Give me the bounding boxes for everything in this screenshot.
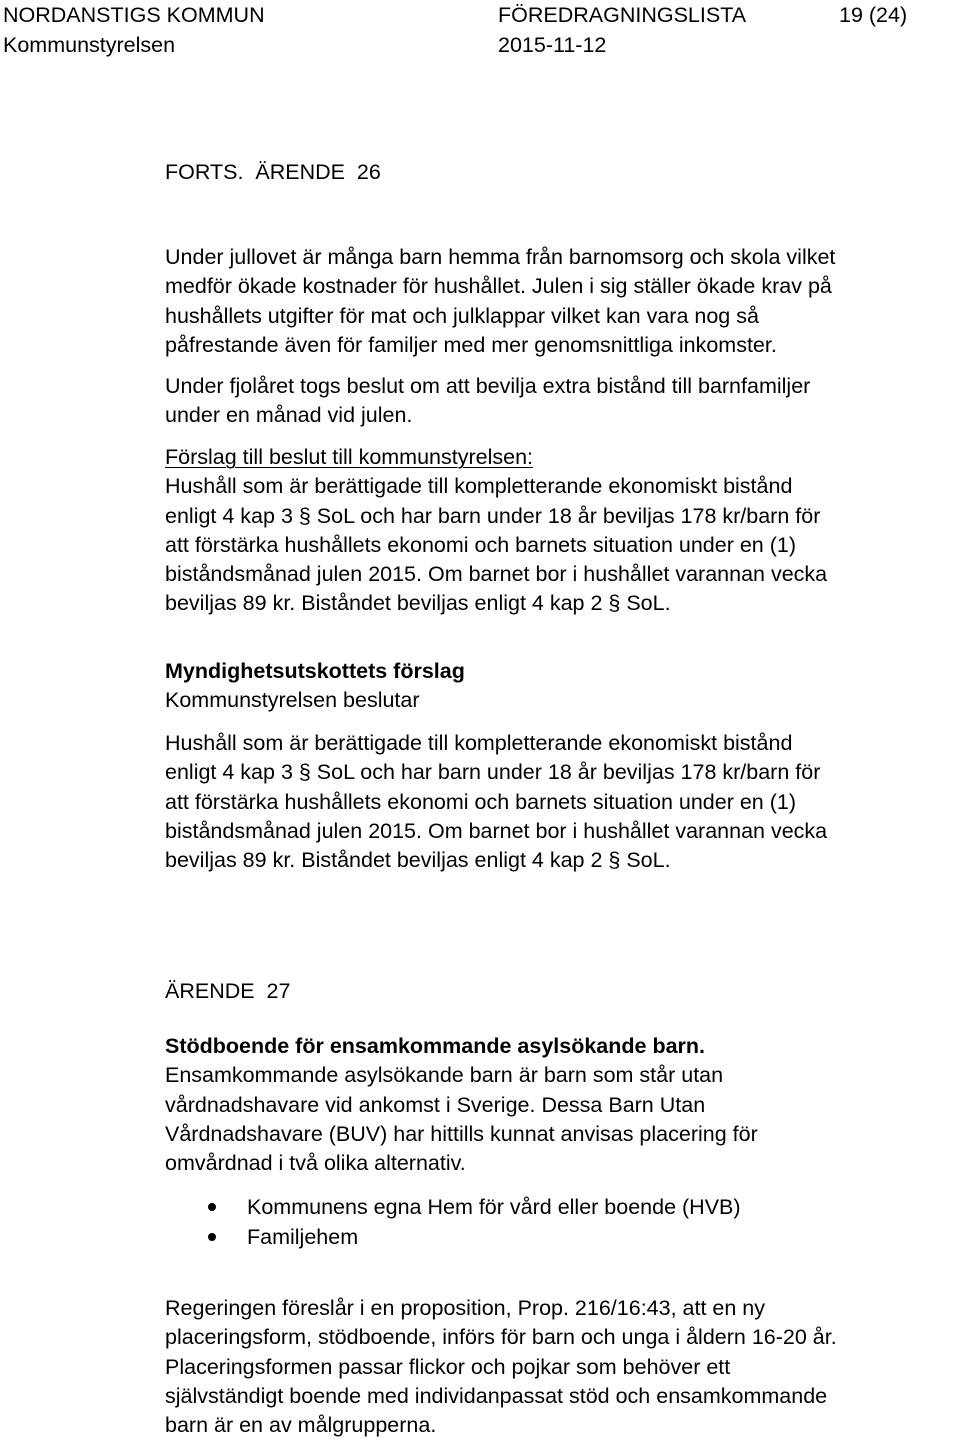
paragraph-line: omvårdnad i två olika alternativ. <box>165 1151 466 1176</box>
paragraph-line: Ensamkommande asylsökande barn är barn som står utan <box>165 1063 724 1088</box>
paragraph-line: vårdnadshavare vid ankomst i Sverige. Dessa Barn Utan <box>165 1092 706 1117</box>
matter-27-bullets <box>165 1192 955 1252</box>
paragraph-line: enligt 4 kap 3 § SoL och har barn under 18 år beviljas 178 kr/barn för <box>165 503 821 528</box>
committee-subheading: Kommunstyrelsen beslutar <box>165 688 420 713</box>
matter-heading: FORTS. ÄRENDE 26 <box>165 160 381 184</box>
proposal-heading <box>165 443 955 472</box>
matter-27-government <box>165 1294 955 1440</box>
paragraph-line: beviljas 89 kr. Biståndet beviljas enligt 4 kap 2 § SoL. <box>165 848 671 873</box>
matter-27-heading <box>165 977 955 1006</box>
paragraph-line: enligt 4 kap 3 § SoL och har barn under 18 år beviljas 178 kr/barn för <box>165 760 821 785</box>
paragraph-line: beviljas 89 kr. Biståndet beviljas enligt 4 kap 2 § SoL. <box>165 591 671 616</box>
matter-26-committee <box>165 657 955 716</box>
paragraph-line: Regeringen föreslår i en proposition, Prop. 216/16:43, att en ny <box>165 1296 765 1320</box>
header-body: Kommunstyrelsen <box>3 33 176 57</box>
paragraph-line: Placeringsformen passar flickor och pojkar som behöver ett <box>165 1354 731 1379</box>
paragraph-line: att förstärka hushållets ekonomi och barnets situation under en (1) <box>165 789 797 814</box>
paragraph-line: placeringsform, stödboende, införs för barn och unga i åldern 16-20 år. <box>165 1325 837 1350</box>
paragraph-line: biståndsmånad julen 2015. Om barnet bor i hushållet varannan vecka <box>165 818 828 843</box>
paragraph-line: hushållets utgifter för mat och julklappar vilket kan vara nog så <box>165 303 759 328</box>
paragraph-line: Hushåll som är berättigade till kompletterande ekonomiskt bistånd <box>165 474 793 499</box>
header-organization: NORDANSTIGS KOMMUN <box>3 3 265 27</box>
header-document-type: FÖREDRAGNINGSLISTA <box>498 3 747 27</box>
matter-26-intro <box>165 243 955 360</box>
paragraph-line: påfrestande även för familjer med mer genomsnittliga inkomster. <box>165 332 777 357</box>
list-item <box>165 1222 955 1252</box>
paragraph-line: självständigt boende med individanpassat stöd och ensamkommande <box>165 1383 828 1408</box>
matter-title: Stödboende för ensamkommande asylsökande barn. <box>165 1034 706 1058</box>
committee-heading: Myndighetsutskottets förslag <box>165 659 465 683</box>
matter-26-heading <box>165 158 955 187</box>
proposal-heading-text: Förslag till beslut till kommunstyrelsen: <box>165 445 534 469</box>
paragraph-line: Under fjolåret togs beslut om att bevilja extra bistånd till barnfamiljer <box>165 374 811 398</box>
paragraph-line: biståndsmånad julen 2015. Om barnet bor i hushållet varannan vecka <box>165 562 828 587</box>
list-item-text: Familjehem <box>247 1225 359 1249</box>
bullet-list <box>165 1192 955 1252</box>
paragraph-line: Hushåll som är berättigade till kompletterande ekonomiskt bistånd <box>165 731 793 755</box>
paragraph-line: medför ökade kostnader för hushållet. Julen i sig ställer ökade krav på <box>165 274 832 299</box>
paragraph-line: Under jullovet är många barn hemma från barnomsorg och skola vilket <box>165 245 836 269</box>
matter-27-intro <box>165 1032 955 1178</box>
paragraph-line: att förstärka hushållets ekonomi och barnets situation under en (1) <box>165 532 797 557</box>
matter-26-proposal <box>165 443 955 619</box>
header-date: 2015-11-12 <box>498 33 607 57</box>
matter-heading: ÄRENDE 27 <box>165 979 291 1003</box>
header-page-number: 19 (24) <box>839 3 908 27</box>
list-item <box>165 1192 955 1222</box>
paragraph-line: barn är en av målgrupperna. <box>165 1413 437 1438</box>
list-item-text: Kommunens egna Hem för vård eller boende (HVB) <box>247 1195 741 1219</box>
matter-26-committee-text <box>165 729 955 875</box>
bullet-icon <box>208 1233 216 1241</box>
matter-26-last-year <box>165 372 955 431</box>
bullet-icon <box>208 1203 216 1211</box>
paragraph-line: Vårdnadshavare (BUV) har hittills kunnat anvisas placering för <box>165 1121 758 1146</box>
paragraph-line: under en månad vid julen. <box>165 403 413 428</box>
